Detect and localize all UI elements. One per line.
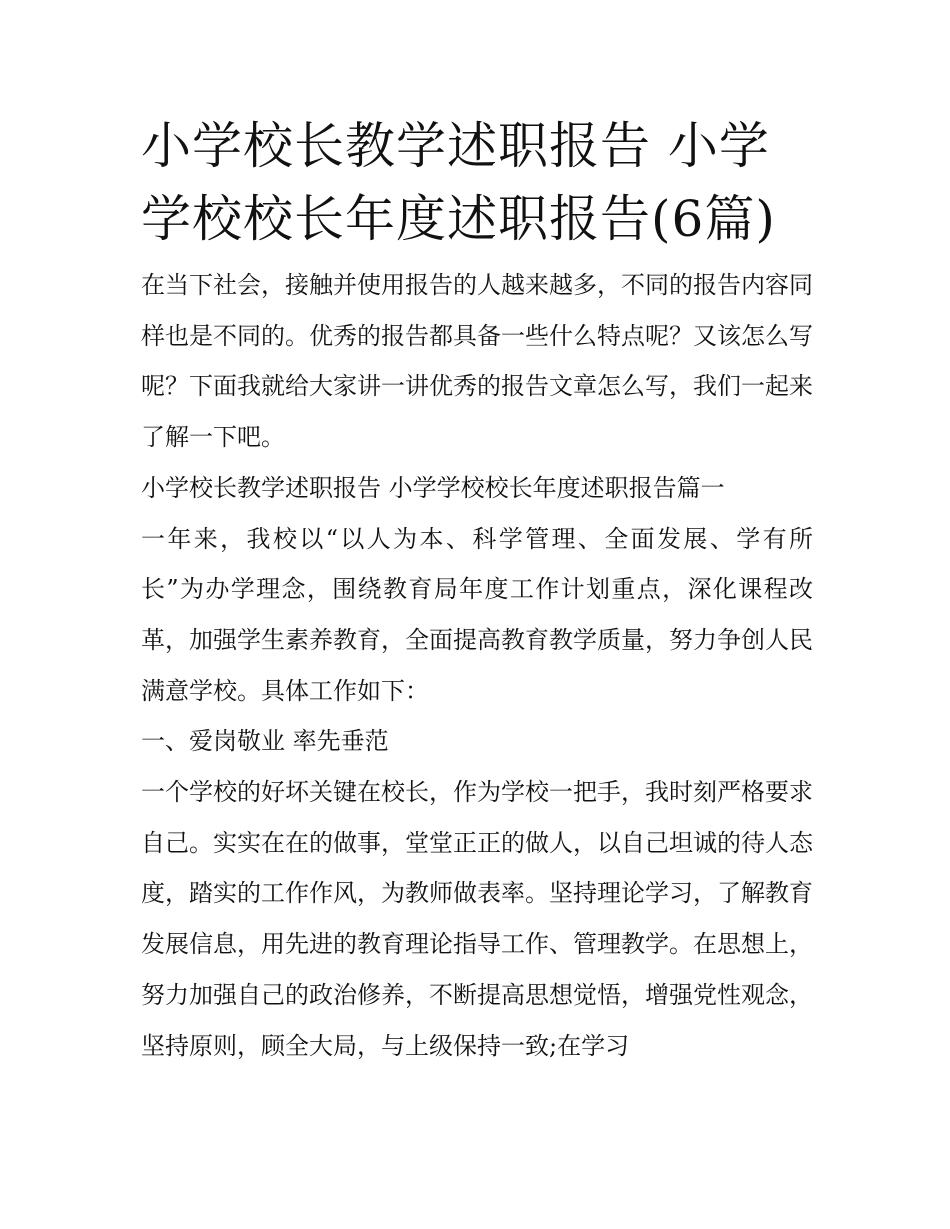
document-body [141, 110, 813, 1071]
body-paragraph: 一年来，我校以“以人为本、科学管理、全面发展、学有所长”为办学理念，围绕教育局年度工作计划重点，深化课程改革，加强学生素养教育，全面提高教育教学质量，努力争创人民满意学校。具体工作如下： [141, 524, 813, 705]
section-heading: 小学校长教学述职报告 小学学校校长年度述职报告篇一 [141, 473, 725, 502]
subsection-heading: 一、爱岗敬业 率先垂范 [141, 727, 389, 756]
document-title: 小学校长教学述职报告 小学学校校长年度述职报告(6篇) [141, 117, 776, 248]
intro-paragraph: 在当下社会，接触并使用报告的人越来越多，不同的报告内容同样也是不同的。优秀的报告都具备一些什么特点呢？又该怎么写呢？下面我就给大家讲一讲优秀的报告文章怎么写，我们一起来了解一下吧。 [141, 271, 813, 452]
body-paragraph: 一个学校的好坏关键在校长，作为学校一把手，我时刻严格要求自己。实实在在的做事，堂堂正正的做人，以自己坦诚的待人态度，踏实的工作作风，为教师做表率。坚持理论学习，了解教育发展信息，用先进的教育理论指导工作、管理教学。在思想上，努力加强自己的政治修养，不断提高思想觉悟，增强党性观念，坚持原则，顾全大局，与上级保持一致;在学习 [141, 778, 813, 1060]
